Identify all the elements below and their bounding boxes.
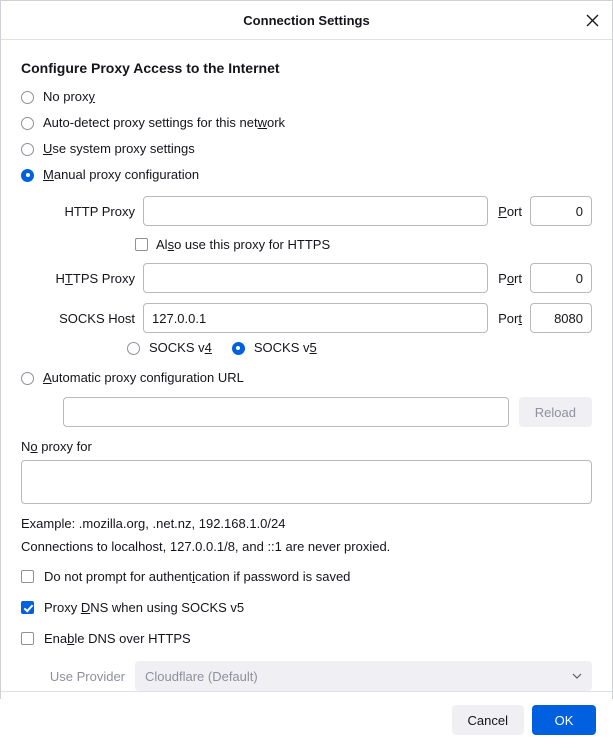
radio-system-proxy-label: Use system proxy settings <box>43 141 195 156</box>
https-proxy-row <box>21 263 592 293</box>
pac-url-row <box>21 397 592 427</box>
ok-button[interactable]: OK <box>532 705 596 735</box>
radio-indicator <box>21 117 34 130</box>
localhost-hint: Connections to localhost, 127.0.0.1/8, and ::1 are never proxied. <box>21 539 391 554</box>
radio-no-proxy[interactable] <box>21 88 592 106</box>
radio-socks-v5-label: SOCKS v5 <box>253 340 317 355</box>
socks-host-input[interactable] <box>143 303 488 333</box>
dialog-title: Connection Settings <box>243 12 370 28</box>
radio-no-proxy-label: No proxy <box>43 89 96 104</box>
use-provider-label: Use Provider <box>49 668 125 684</box>
do-not-prompt-auth-row[interactable] <box>21 568 592 585</box>
provider-select-value: Cloudflare (Default) <box>145 668 258 684</box>
close-icon[interactable] <box>578 6 606 34</box>
enable-doh-row[interactable] <box>21 630 592 647</box>
https-proxy-input[interactable] <box>143 263 488 293</box>
https-port-input[interactable] <box>530 263 592 293</box>
radio-socks-v5[interactable] <box>232 339 317 357</box>
radio-manual-proxy[interactable] <box>21 166 592 184</box>
http-port-input[interactable] <box>530 196 592 226</box>
no-proxy-for-label: No proxy for <box>21 439 92 454</box>
enable-doh-checkbox[interactable] <box>21 632 34 645</box>
http-proxy-row <box>21 196 592 226</box>
also-use-proxy-https-checkbox[interactable] <box>135 238 148 251</box>
radio-socks-v4[interactable] <box>127 339 212 357</box>
pac-url-input[interactable] <box>63 397 509 427</box>
radio-automatic-pac[interactable] <box>21 369 592 387</box>
socks-version-group <box>21 339 592 357</box>
socks-port-input[interactable] <box>530 303 592 333</box>
radio-indicator <box>21 372 34 385</box>
radio-socks-v4-label: SOCKS v4 <box>149 340 212 355</box>
dialog-content <box>1 40 612 691</box>
chevron-down-icon <box>572 671 582 681</box>
proxy-dns-socks5-checkbox[interactable] <box>21 601 34 614</box>
http-proxy-input[interactable] <box>143 196 488 226</box>
cancel-button[interactable]: Cancel <box>452 705 524 735</box>
reload-button[interactable]: Reload <box>519 397 592 427</box>
provider-row <box>21 661 592 691</box>
http-proxy-label: HTTP Proxy <box>64 203 135 219</box>
also-use-proxy-https-row[interactable] <box>21 236 592 252</box>
radio-indicator <box>21 169 34 182</box>
proxy-dns-socks5-label: Proxy DNS when using SOCKS v5 <box>44 600 245 615</box>
radio-system-proxy[interactable] <box>21 140 592 158</box>
enable-doh-label: Enable DNS over HTTPS <box>44 631 191 646</box>
proxy-dns-socks5-row[interactable] <box>21 599 592 616</box>
radio-manual-proxy-label: Manual proxy configuration <box>43 167 200 182</box>
radio-indicator <box>232 342 245 355</box>
provider-select[interactable] <box>135 661 592 691</box>
radio-auto-detect-proxy-label: Auto-detect proxy settings for this network <box>43 115 286 130</box>
radio-indicator <box>21 91 34 104</box>
example-hint: Example: .mozilla.org, .net.nz, 192.168.1.0/24 <box>21 516 286 531</box>
do-not-prompt-auth-label: Do not prompt for authentication if password is saved <box>44 569 351 584</box>
page-title: Configure Proxy Access to the Internet <box>21 60 280 76</box>
socks-port-label: Port <box>498 310 522 326</box>
also-use-proxy-https-label: Also use this proxy for HTTPS <box>156 236 331 252</box>
radio-indicator <box>21 143 34 156</box>
no-proxy-for-textarea[interactable] <box>21 460 592 504</box>
https-port-label: Port <box>498 270 522 286</box>
dialog-footer <box>1 691 612 748</box>
https-proxy-label: HTTPS Proxy <box>55 270 135 286</box>
do-not-prompt-auth-checkbox[interactable] <box>21 570 34 583</box>
radio-automatic-pac-label: Automatic proxy configuration URL <box>43 370 244 385</box>
socks-host-label: SOCKS Host <box>59 310 135 326</box>
http-port-label: Port <box>498 203 522 219</box>
radio-auto-detect-proxy[interactable] <box>21 114 592 132</box>
dialog-titlebar <box>1 1 612 40</box>
radio-indicator <box>127 342 140 355</box>
socks-host-row <box>21 303 592 333</box>
